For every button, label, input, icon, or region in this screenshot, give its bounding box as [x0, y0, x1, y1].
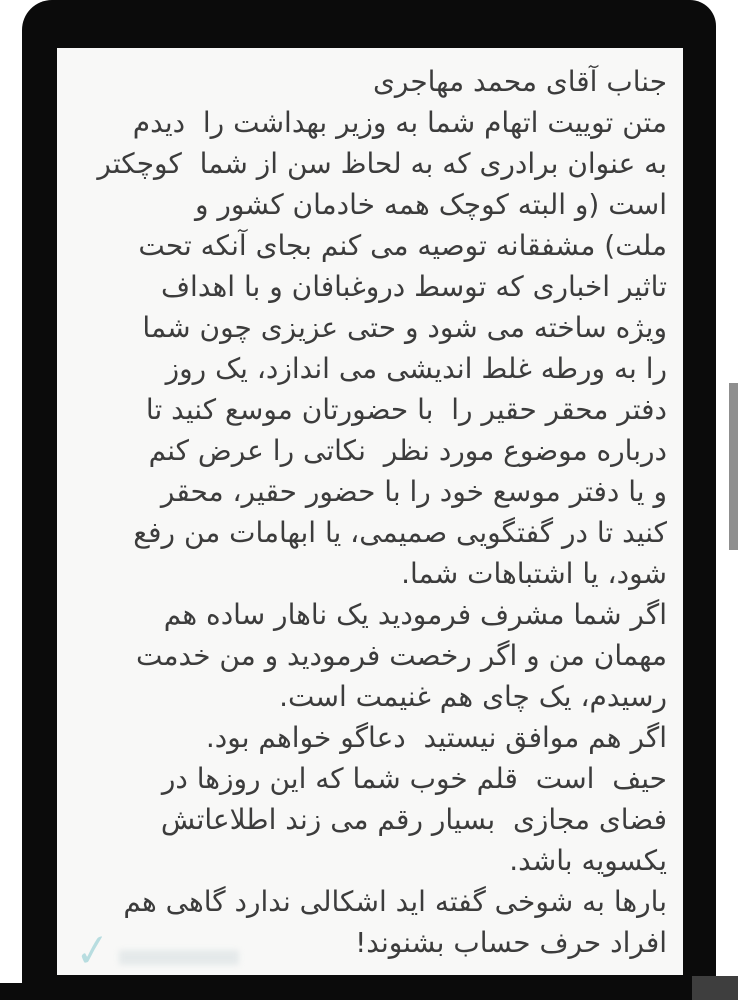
watermark-smudge: [119, 950, 239, 965]
scrollbar-thumb[interactable]: [729, 383, 738, 550]
text-line: است (و البته کوچک همه خادمان کشور و: [194, 188, 667, 221]
text-line: دفتر محقر حقیر را با حضورتان موسع کنید تا: [145, 393, 667, 426]
text-line: را به ورطه غلط اندیشی می اندازد، یک روز: [165, 352, 667, 385]
text-line: بارها به شوخی گفته اید اشکالی ندارد گاهی هم: [123, 885, 667, 918]
text-line: به عنوان برادری که به لحاظ سن از شما کوچکتر: [97, 147, 667, 180]
text-line: تاثیر اخباری که توسط دروغبافان و با اهداف: [161, 270, 667, 303]
text-line: اگر شما مشرف فرمودید یک ناهار ساده هم: [163, 598, 667, 631]
text-line: متن توییت اتهام شما به وزیر بهداشت را دیدم: [132, 106, 667, 139]
text-line: ملت) مشفقانه توصیه می کنم بجای آنکه تحت: [138, 229, 667, 262]
text-line: شود، یا اشتباهات شما.: [401, 557, 667, 590]
text-line: ویژه ساخته می شود و حتی عزیزی چون شما: [142, 311, 667, 344]
letter-paper: [57, 48, 683, 979]
text-line: فضای مجازی بسیار رقم می زند اطلاعاتش: [160, 803, 667, 836]
text-line: افراد حرف حساب بشنوند!: [355, 926, 667, 959]
text-line: کنید تا در گفتگویی صمیمی، یا ابهامات من رفع: [133, 516, 667, 549]
watermark-check-icon: ✓: [73, 922, 112, 979]
bottom-crop-artifact-left: [0, 983, 24, 1000]
text-line: حیف است قلم خوب شما که این روزها در: [161, 762, 667, 795]
text-line: اگر هم موافق نیستید دعاگو خواهم بود.: [205, 721, 667, 754]
text-line: درباره موضوع مورد نظر نکاتی را عرض کنم: [148, 434, 667, 467]
text-line: رسیدم، یک چای هم غنیمت است.: [279, 680, 667, 713]
letter-text: [67, 61, 667, 963]
text-line: مهمان من و اگر رخصت فرمودید و من خدمت: [136, 639, 667, 672]
letter-photo-frame: [22, 0, 716, 1000]
text-line: جناب آقای محمد مهاجری: [372, 65, 667, 98]
text-line: و یا دفتر موسع خود را با حضور حقیر، محقر: [160, 475, 667, 508]
text-line: یکسویه باشد.: [509, 844, 667, 877]
scrollbar[interactable]: [729, 0, 738, 1000]
